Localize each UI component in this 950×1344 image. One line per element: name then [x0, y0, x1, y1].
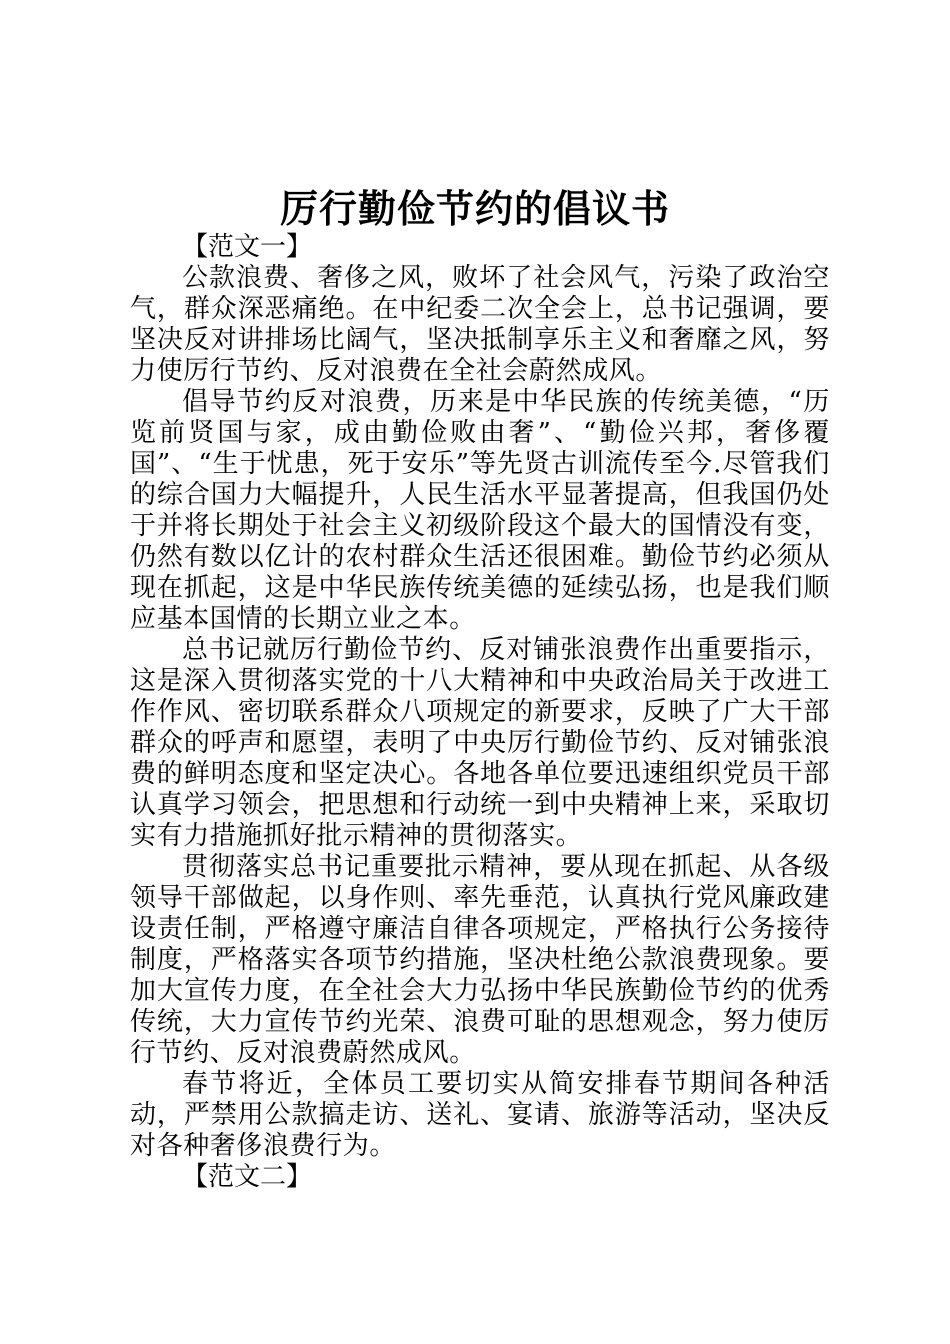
- paragraph-1: 公款浪费、奢侈之风，败坏了社会风气，污染了政治空气，群众深恶痛绝。在中纪委二次全会上，总书记强调，要坚决反对讲排场比阔气，坚决抵制享乐主义和奢靡之风，努力使厉行节约、反对浪费在全社会蔚然成风。: [130, 263, 830, 386]
- paragraph-2: 倡导节约反对浪费，历来是中华民族的传统美德，“历览前贤国与家，成由勤俭败由奢”、“勤俭兴邦，奢侈覆国”、“生于忧患，死于安乐”等先贤古训流传至今.尽管我们的综合国力大幅提升，人民生活水平显著提高，但我国仍处于并将长期处于社会主义初级阶段这个最大的国情没有变，仍然有数以亿计的农村群众生活还很困难。勤俭节约必须从现在抓起，这是中华民族传统美德的延续弘扬，也是我们顺应基本国情的长期立业之本。: [130, 387, 830, 634]
- paragraph-3: 总书记就厉行勤俭节约、反对铺张浪费作出重要指示，这是深入贯彻落实党的十八大精神和中央政治局关于改进工作作风、密切联系群众八项规定的新要求，反映了广大干部群众的呼声和愿望，表明了中央厉行勤俭节约、反对铺张浪费的鲜明态度和坚定决心。各地各单位要迅速组织党员干部认真学习领会，把思想和行动统一到中央精神上来，采取切实有力措施抓好批示精神的贯彻落实。: [130, 635, 830, 851]
- document-title: 厉行勤俭节约的倡议书: [279, 186, 670, 231]
- document-body: [130, 232, 830, 1193]
- paragraph-5: 春节将近，全体员工要切实从简安排春节期间各种活动，严禁用公款搞走访、送礼、宴请、旅游等活动，坚决反对各种奢侈浪费行为。: [130, 1069, 830, 1161]
- section-label-1: 【范文一】: [182, 232, 313, 262]
- paragraph-4: 贯彻落实总书记重要批示精神，要从现在抓起、从各级领导干部做起，以身作则、率先垂范，认真执行党风廉政建设责任制，严格遵守廉洁自律各项规定，严格执行公务接待制度，严格落实各项节约措施，坚决杜绝公款浪费现象。要加大宣传力度，在全社会大力弘扬中华民族勤俭节约的优秀传统，大力宣传节约光荣、浪费可耻的思想观念，努力使厉行节约、反对浪费蔚然成风。: [130, 852, 830, 1068]
- section-label-2: 【范文二】: [182, 1162, 313, 1192]
